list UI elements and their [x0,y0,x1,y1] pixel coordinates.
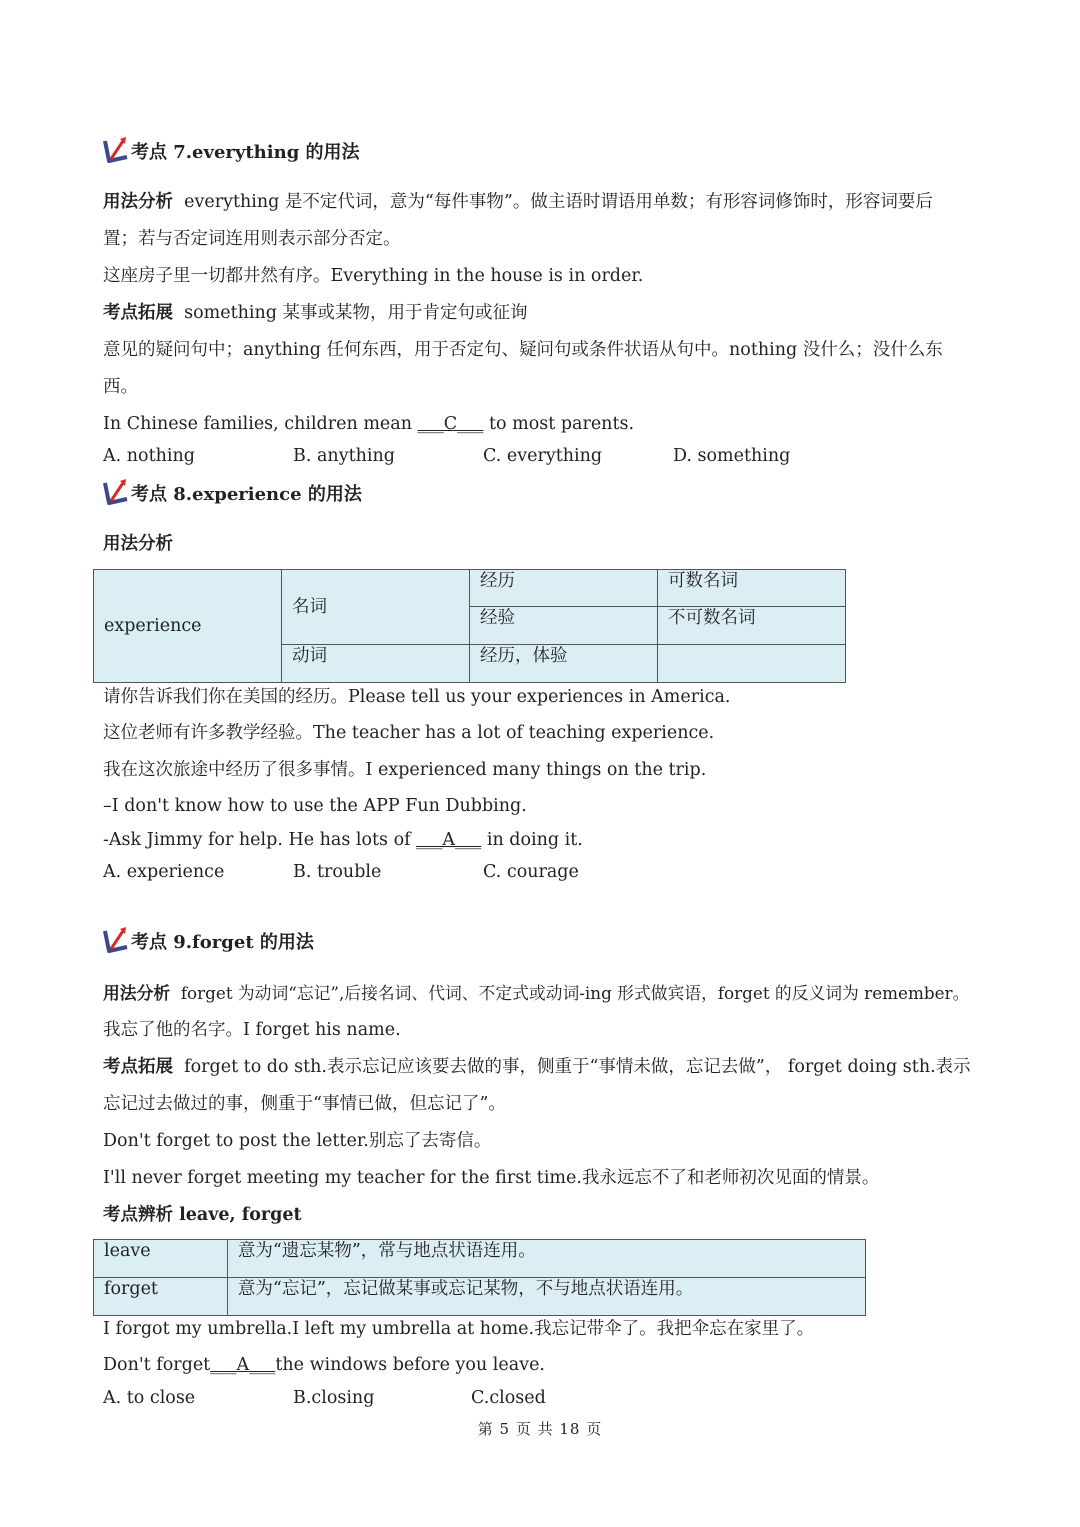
experience-usage-table [93,569,846,683]
section-7-analysis [103,191,933,213]
leave-forget-table [93,1239,866,1316]
pen-check-icon [103,926,131,956]
section-8-option-a: A. experience [103,862,225,882]
pen-check-icon [103,136,131,166]
section-8-example: 我在这次旅途中经历了很多事情。I experienced many things on the trip. [103,760,707,780]
extension-text: something 某事或某物，用于肯定句或征询 [184,303,528,323]
table-type-cell: 不可数名词 [658,607,846,645]
section-8-option-c: C. courage [483,862,579,882]
section-9-analysis [103,982,969,1004]
section-7-question: In Chinese families, children mean ___C___ to most parents. [103,414,635,434]
extension-label: 考点拓展 [103,1057,173,1077]
section-8-dialog-question: -Ask Jimmy for help. He has lots of ___A___ in doing it. [103,830,583,850]
diff-word-cell: leave [94,1240,228,1278]
pen-check-icon [103,478,131,508]
section-7-example: 这座房子里一切都井然有序。Everything in the house is in order. [103,266,644,286]
page-footer: 第 5 页 共 18 页 [477,1420,603,1438]
section-9-example: I'll never forget meeting my teacher for the first time.我永远忘不了和老师初次见面的情景。 [103,1168,880,1188]
section-9-option-b: B.closing [293,1388,375,1408]
table-meaning-cell: 经验 [470,607,658,645]
question-answer: ___A___ [210,1355,276,1375]
table-pos-verb: 动词 [282,645,470,683]
section-7-extension [103,302,528,324]
section-9-option-a: A. to close [103,1388,196,1408]
analysis-label: 用法分析 [103,983,171,1003]
section-7-extension-end: 西。 [103,377,138,397]
diff-meaning-cell: 意为“忘记”，忘记做某事或忘记某物，不与地点状语连用。 [227,1278,865,1316]
analysis-text: everything 是不定代词，意为“每件事物”。做主语时谓语用单数；有形容词修饰时，形容词要后 [184,192,933,212]
extension-text: forget to do sth.表示忘记应该要去做的事，侧重于“事情未做，忘记去做”， forget doing sth.表示 [184,1057,971,1077]
extension-label: 考点拓展 [103,303,173,323]
section-9-extension-cont: 忘记过去做过的事，侧重于“事情已做，但忘记了”。 [103,1094,506,1114]
section-8-option-b: B. trouble [293,862,382,882]
section-9-diff-label: 考点辨析 leave, forget [103,1205,302,1225]
section-7-option-c: C. everything [483,446,603,466]
section-9-example: Don't forget to post the letter.别忘了去寄信。 [103,1131,492,1151]
section-7-option-a: A. nothing [103,446,195,466]
table-pos-noun: 名词 [282,570,470,645]
section-8-example: 请你告诉我们你在美国的经历。Please tell us your experiences in America. [103,687,731,707]
section-7-option-d: D. something [673,446,791,466]
table-meaning-cell: 经历，体验 [470,645,658,683]
section-9-question: Don't forget___A___the windows before you leave. [103,1355,545,1375]
section-7-extension-cont: 意见的疑问句中；anything 任何东西，用于否定句、疑问句或条件状语从句中。nothing 没什么；没什么东 [103,340,943,360]
section-9-option-c: C.closed [471,1388,546,1408]
table-meaning-cell: 经历 [470,570,658,607]
section-8-dialog-line: –I don't know how to use the APP Fun Dubbing. [103,796,527,816]
question-answer: ___A___ [416,830,482,850]
section-7-analysis-cont: 置；若与否定词连用则表示部分否定。 [103,229,401,249]
analysis-label: 用法分析 [103,192,173,212]
section-9-example: 我忘了他的名字。I forget his name. [103,1020,401,1040]
section-8-example: 这位老师有许多教学经验。The teacher has a lot of teaching experience. [103,723,715,743]
analysis-text: forget 为动词“忘记”,后接名词、代词、不定式或动词-ing 形式做宾语，forget 的反义词为 remember。 [180,983,970,1003]
table-word-cell: experience [94,570,282,683]
section-8-analysis-label: 用法分析 [103,534,173,554]
section-9-example: I forgot my umbrella.I left my umbrella at home.我忘记带伞了。我把伞忘在家里了。 [103,1319,815,1339]
section-7-heading: 考点 7.everything 的用法 [103,136,360,166]
section-9-extension [103,1056,971,1078]
question-answer: ___C___ [417,414,484,434]
section-9-heading: 考点 9.forget 的用法 [103,926,314,956]
section-8-heading: 考点 8.experience 的用法 [103,478,362,508]
diff-meaning-cell: 意为“遗忘某物”，常与地点状语连用。 [227,1240,865,1278]
section-7-option-b: B. anything [293,446,395,466]
table-empty-cell [658,645,846,683]
diff-word-cell: forget [94,1278,228,1316]
table-type-cell: 可数名词 [658,570,846,607]
